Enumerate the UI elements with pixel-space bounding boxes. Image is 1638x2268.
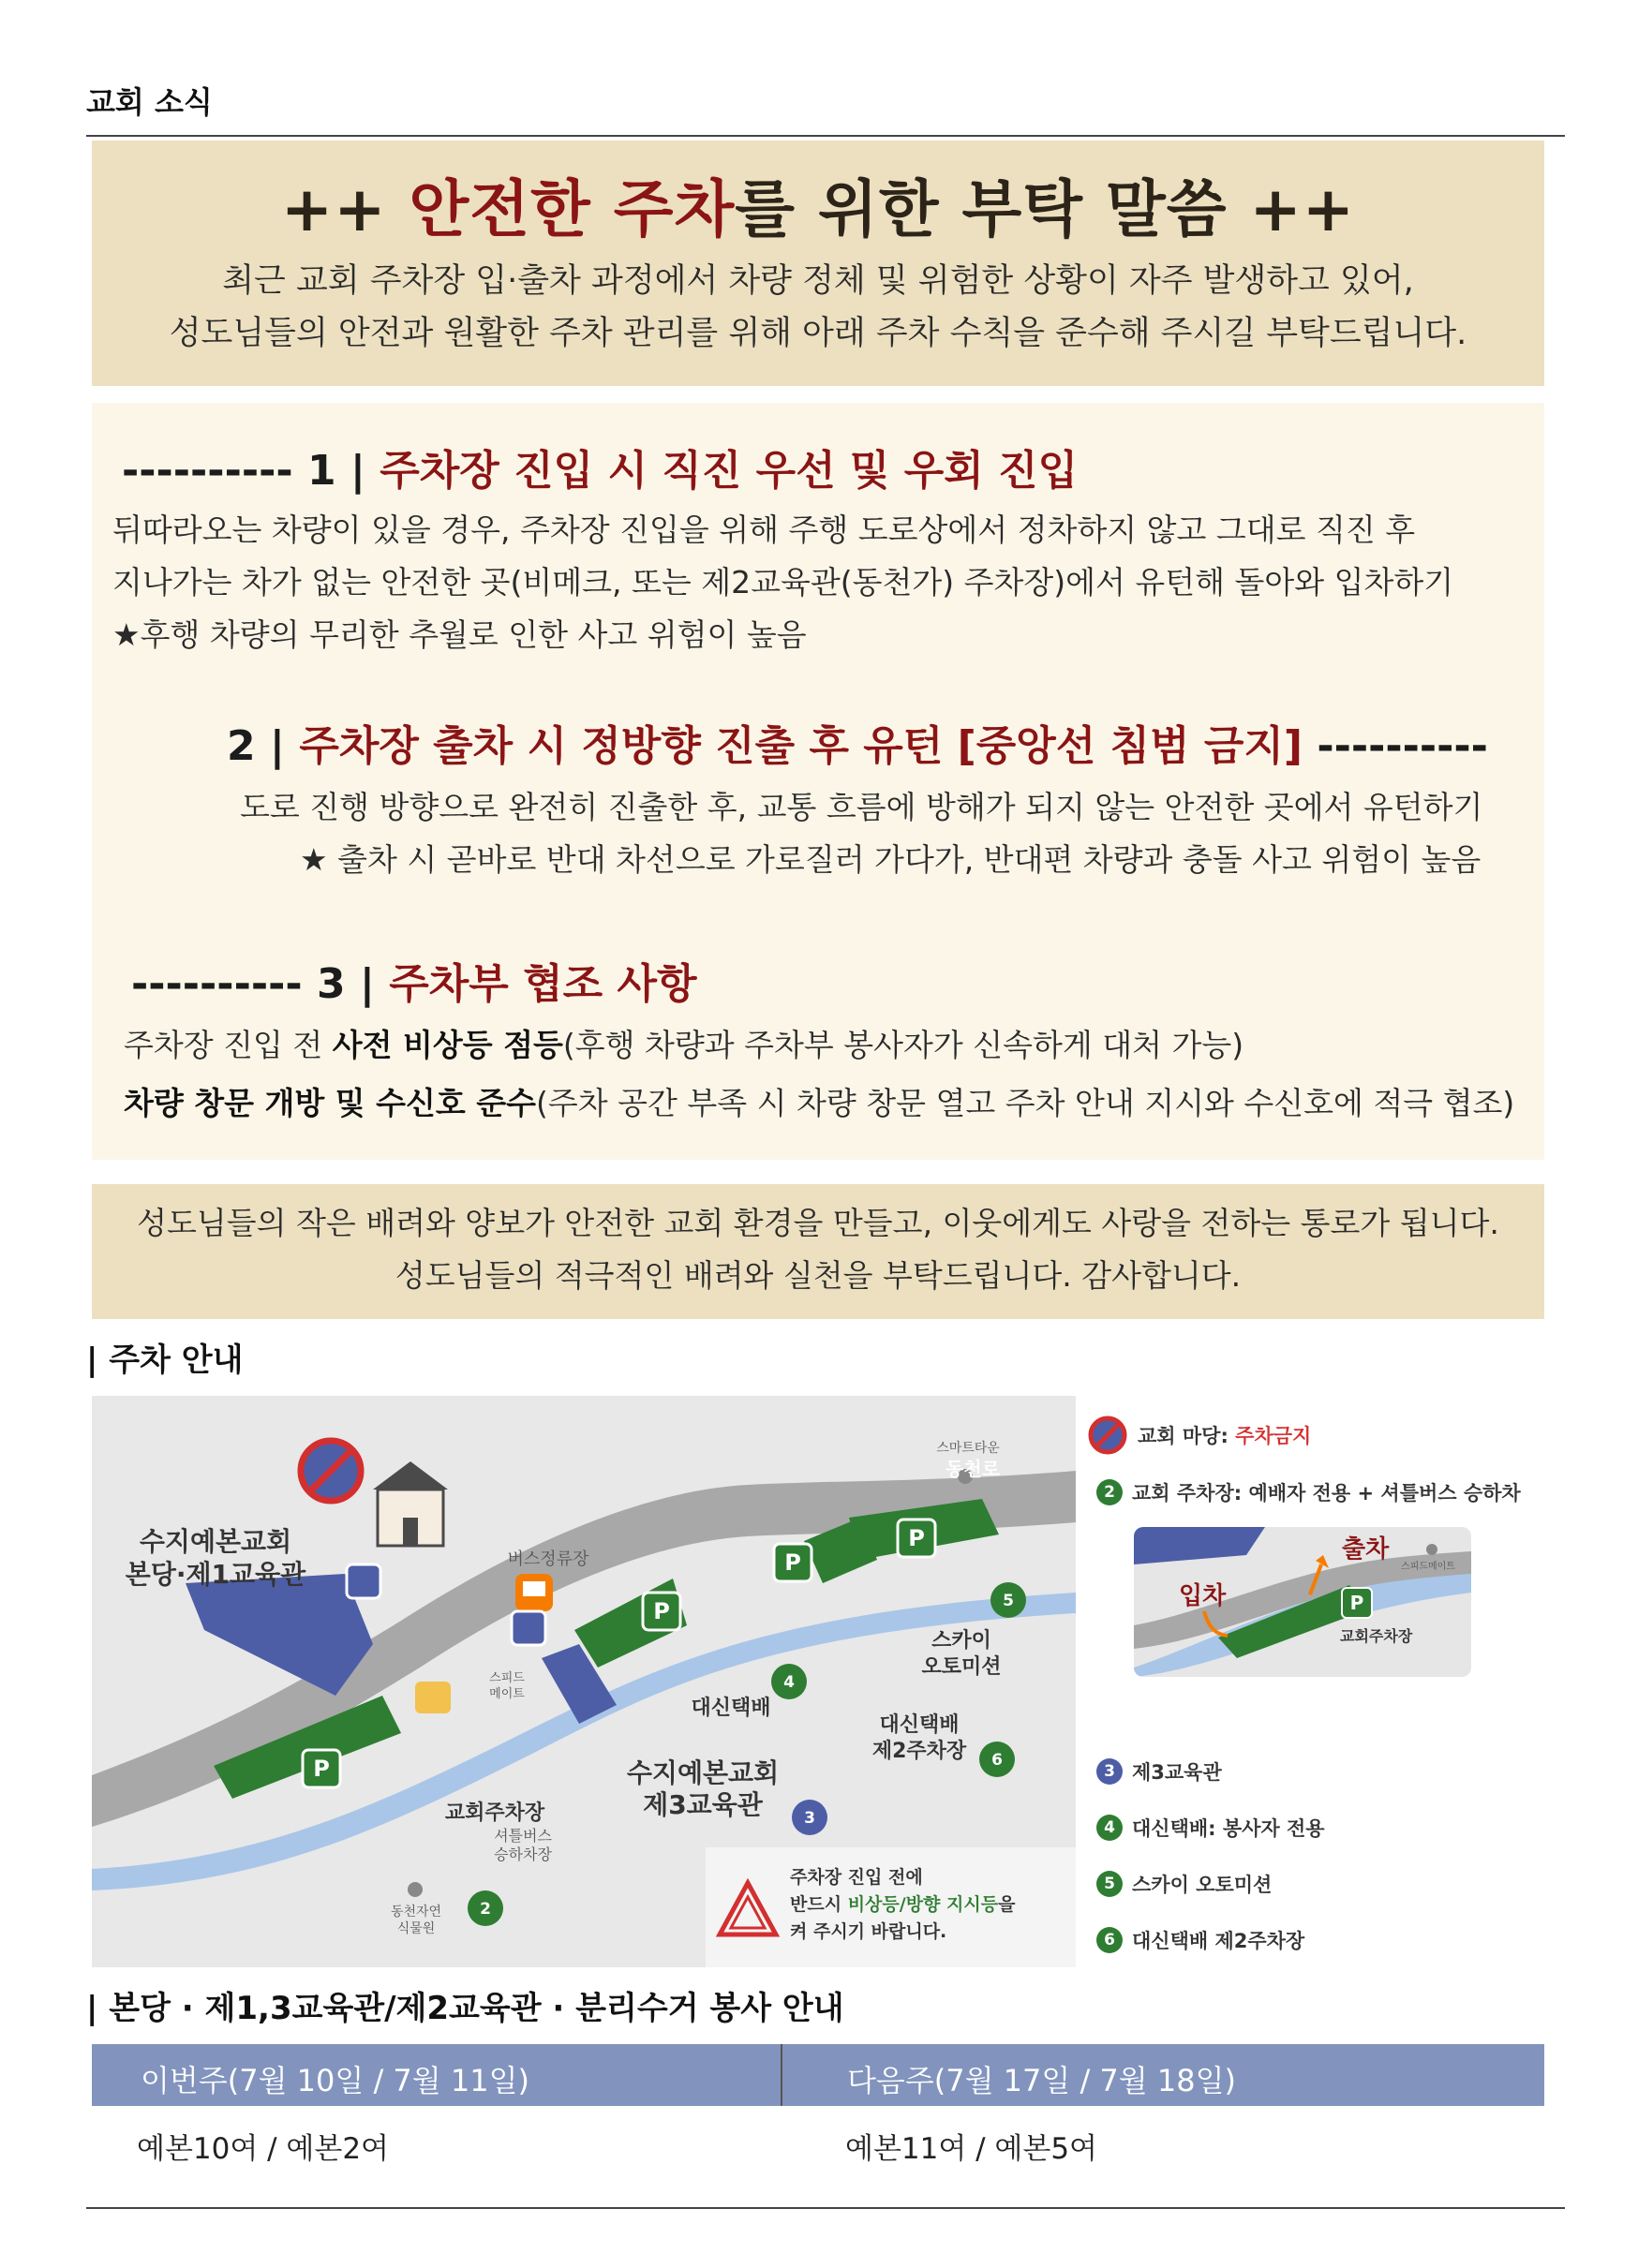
daeshin2-label-2: 제2주차장 <box>871 1740 967 1763</box>
shuttle-label-1: 셔틀버스 <box>494 1827 552 1845</box>
shuttle-label-2: 승하차장 <box>494 1846 552 1863</box>
bus-icon <box>515 1574 553 1611</box>
legend-item-4: 4 대신택배: 봉사자 전용 <box>1096 1814 1325 1842</box>
church-building <box>373 1461 448 1546</box>
rule-1-line-3: ★후행 차량의 무리한 추월로 인한 사고 위험이 높음 <box>112 616 807 653</box>
next-week-value: 예본11여 / 예본5여 <box>845 2132 1097 2166</box>
rule-2-line-1: 도로 진행 방향으로 완전히 진출한 후, 교통 흐름에 방해가 되지 않는 안전한 곳에서 유턴하기 <box>240 789 1483 825</box>
church-icon <box>347 1564 380 1598</box>
map-dot <box>408 1882 423 1897</box>
notice-title: ++ 안전한 주차를 위한 부탁 말씀 ++ <box>280 173 1356 245</box>
badge-6: 6 <box>991 1751 1003 1770</box>
closing-box <box>92 1184 1544 1319</box>
no-parking-icon <box>1087 1415 1128 1456</box>
rule-1-line-2: 지나가는 차가 없는 안전한 곳(비메크, 또는 제2교육관(동천가) 주차장)에서 유턴해 돌아와 입차하기 <box>112 564 1454 600</box>
road-name: 동천로 <box>946 1458 1000 1480</box>
parking-guide-heading: | 주차 안내 <box>86 1342 244 1379</box>
notice-title-box <box>92 141 1544 386</box>
rule-1-heading: ---------- 1 | 주차장 진입 시 직진 우선 및 우회 진입 <box>122 447 1079 495</box>
bottom-divider <box>86 2207 1565 2209</box>
rule-1-line-1: 뒤따라오는 차량이 있을 경우, 주차장 진입을 위해 주행 도로상에서 정차하지 않고 그대로 직진 후 <box>112 511 1416 548</box>
edu3-name-2: 제3교육관 <box>643 1789 763 1820</box>
this-week-value: 예본10여 / 예본2여 <box>137 2132 389 2166</box>
badge-3: 3 <box>804 1809 815 1828</box>
section-label: 교회 소식 <box>86 84 213 120</box>
parking-legend <box>1087 1396 1556 1967</box>
edu3-name-1: 수지예본교회 <box>626 1757 780 1788</box>
warning-line-1: 주차장 진입 전에 <box>790 1867 923 1888</box>
column-divider <box>781 2044 782 2106</box>
inset-map-graphic <box>1134 1527 1471 1677</box>
parking-letter: P <box>784 1549 801 1576</box>
bus-stop-label: 버스정류장 <box>507 1549 589 1569</box>
parking-map-graphic <box>92 1396 1076 1967</box>
legend-inset-map <box>1134 1527 1471 1677</box>
rule-2-line-2: ★ 출차 시 곧바로 반대 차선으로 가로질러 가다가, 반대편 차량과 충돌 사고 위험이 높음 <box>300 841 1482 878</box>
inset-exit-label: 출차 <box>1342 1535 1390 1564</box>
no-parking-icon <box>301 1441 361 1501</box>
parking-letter: P <box>313 1756 330 1782</box>
volunteer-table-header <box>92 2044 1544 2106</box>
inset-enter-label: 입차 <box>1179 1582 1227 1610</box>
church-icon <box>512 1611 545 1645</box>
sky-label-1: 스카이 <box>931 1629 991 1653</box>
daeshin-label: 대신택배 <box>691 1697 771 1720</box>
daeshin2-label-1: 대신택배 <box>879 1713 960 1737</box>
notice-intro: 최근 교회 주차장 입·출차 과정에서 차량 정체 및 위험한 상황이 자주 발생하고 있어, 성도님들의 안전과 원활한 주차 관리를 위해 아래 주차 수칙을 준수해 주시길 부탁드립니다. <box>169 262 1467 352</box>
warning-line-2: 반드시 비상등/방향 지시등을 <box>790 1894 1016 1915</box>
smart-town-label: 스마트타운 <box>936 1441 1000 1456</box>
rule-3-line-2: 차량 창문 개방 및 수신호 준수(주차 공간 부족 시 차량 창문 열고 주차 안내 지시와 수신호에 적극 협조) <box>124 1085 1515 1121</box>
top-divider <box>86 135 1565 137</box>
speedmate-label-1: 스피드 <box>489 1671 525 1685</box>
rule-2-heading: 2 | 주차장 출차 시 정방향 진출 후 유턴 [중앙선 침범 금지] ---------- <box>227 722 1488 770</box>
badge-4: 4 <box>783 1673 795 1692</box>
speedmate-label-2: 메이트 <box>489 1687 525 1701</box>
legend-item-2: 2 교회 주차장: 예배자 전용 + 셔틀버스 승하차 <box>1096 1478 1521 1506</box>
garden-label-1: 동천자연 <box>390 1905 442 1920</box>
inset-speedmate-label: 스피드메이트 <box>1401 1562 1455 1572</box>
badge-5: 5 <box>1003 1592 1014 1610</box>
church-name-1: 수지예본교회 <box>139 1526 292 1557</box>
badge-2: 2 <box>480 1900 491 1919</box>
church-lot-label: 교회주차장 <box>444 1801 545 1825</box>
shuttle-bus-icon <box>415 1682 451 1713</box>
inset-lot-label: 교회주차장 <box>1340 1627 1413 1645</box>
warning-line-3: 켜 주시기 바랍니다. <box>790 1921 947 1942</box>
legend-item-6: 6 대신택배 제2주차장 <box>1096 1926 1304 1954</box>
legend-item-5: 5 스카이 오토미션 <box>1096 1870 1272 1898</box>
legend-item-3: 3 제3교육관 <box>1096 1757 1222 1786</box>
church-name-2: 본당·제1교육관 <box>125 1559 306 1590</box>
parking-letter: P <box>908 1525 925 1551</box>
sky-label-2: 오토미션 <box>921 1655 1002 1679</box>
church-yard <box>186 1574 373 1696</box>
parking-map <box>92 1396 1076 1967</box>
rule-3-line-1: 주차장 진입 전 사전 비상등 점등(후행 차량과 주차부 봉사자가 신속하게 대처 가능) <box>124 1027 1244 1063</box>
next-week-header: 다음주(7월 17일 / 7월 18일) <box>847 2063 1236 2098</box>
parking-letter: P <box>653 1598 670 1624</box>
legend-item-1: 교회 마당: 주차금지 <box>1087 1415 1311 1456</box>
parking-letter: P <box>1349 1592 1364 1614</box>
garden-label-2: 식물원 <box>396 1921 436 1936</box>
closing-text: 성도님들의 작은 배려와 양보가 안전한 교회 환경을 만들고, 이웃에게도 사랑을 전하는 통로가 됩니다. 성도님들의 적극적인 배려와 실천을 부탁드립니다. 감사합니다. <box>137 1205 1499 1294</box>
volunteer-heading: | 본당 · 제1,3교육관/제2교육관 · 분리수거 봉사 안내 <box>86 1990 844 2027</box>
rule-3-heading: ---------- 3 | 주차부 협조 사항 <box>131 960 697 1008</box>
this-week-header: 이번주(7월 10일 / 7월 11일) <box>141 2063 529 2098</box>
rules-box <box>92 403 1544 1160</box>
